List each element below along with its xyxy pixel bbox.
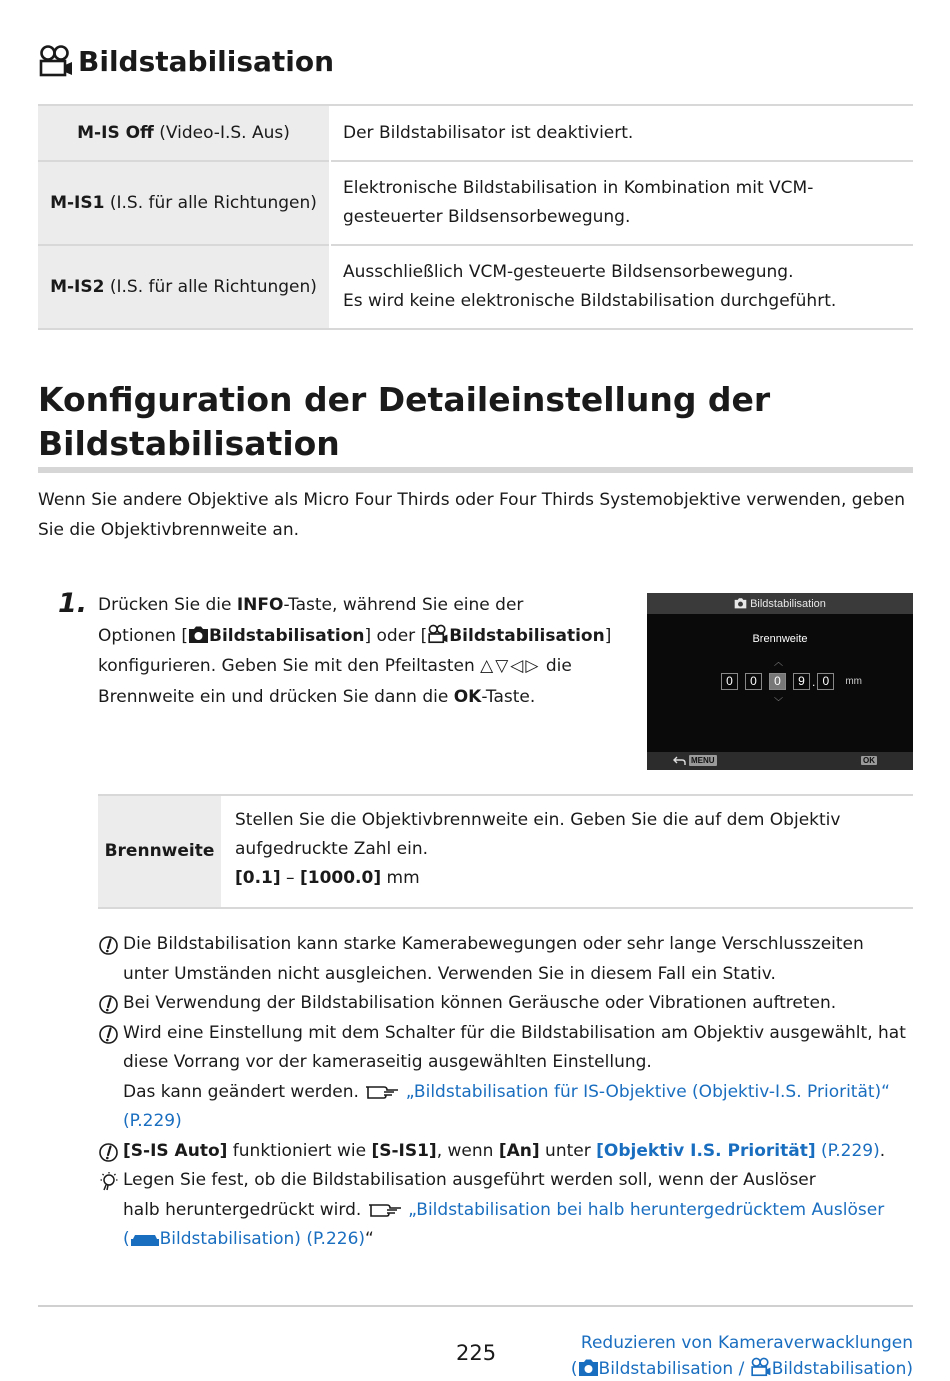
movie-camera-icon xyxy=(38,44,74,78)
table-row xyxy=(38,105,913,161)
footer-divider xyxy=(38,1305,913,1307)
digit[interactable]: 0 xyxy=(745,673,762,690)
focal-length-digits[interactable] xyxy=(721,673,862,690)
digit-selected[interactable]: 0 xyxy=(769,673,786,690)
movie-camera-icon xyxy=(750,1357,772,1377)
chevron-down-icon[interactable]: ﹀ xyxy=(774,697,784,707)
camera-screen xyxy=(647,593,913,770)
mode-key: M-IS1 (I.S. für alle Richtungen) xyxy=(38,161,330,245)
tip-note: Legen Sie fest, ob die Bildstabilisation ausgeführt werden soll, wenn der Auslöser halb heruntergedrückt wird. „Bildstabilisation bei halb heruntergedrücktem Auslöser ( Bildstabilisation) (P.226)“ xyxy=(98,1166,913,1255)
caution-note: Bei Verwendung der Bildstabilisation können Geräusche oder Vibrationen auftreten. xyxy=(98,989,913,1019)
back-button[interactable]: MENU xyxy=(673,755,717,766)
reference-hand-icon xyxy=(367,1202,403,1218)
section-title-text: Bildstabilisation xyxy=(78,44,335,78)
movie-camera-icon xyxy=(427,624,449,644)
caution-icon xyxy=(98,1024,119,1045)
heading-divider xyxy=(38,467,913,473)
caution-note: [S-IS Auto] funktioniert wie [S-IS1], wenn [An] unter [Objektiv I.S. Priorität] (P.229). xyxy=(98,1137,913,1167)
focal-length-label: Brennweite xyxy=(752,633,808,645)
digit[interactable]: 0 xyxy=(817,673,834,690)
reference-link[interactable]: [Objektiv I.S. Priorität] (P.229) xyxy=(596,1140,880,1161)
reference-link[interactable]: ( Bildstabilisation) (P.226) xyxy=(123,1229,366,1249)
footer-breadcrumb xyxy=(571,1330,913,1381)
page-title: Konfiguration der Detaileinstellung der Bildstabilisation xyxy=(38,380,771,463)
footer-link-chapter[interactable]: Reduzieren von Kameraverwacklungen xyxy=(580,1333,913,1353)
step-instructions: Drücken Sie die INFO-Taste, während Sie eine der Optionen [ Bildstabilisation] oder [ Bildstabilisation] konfigurieren. Geben Sie mit den Pfeiltasten △▽◁▷ die Brennweite ein und drücken Sie dann die OK-Taste. xyxy=(98,595,612,707)
mode-description: Ausschließlich VCM-gesteuerte Bildsensorbewegung. Es wird keine elektronische Bildstabilisation durchgeführt. xyxy=(330,245,913,329)
notes-list xyxy=(98,930,913,1255)
table-row xyxy=(98,795,913,908)
focal-length-key: Brennweite xyxy=(98,795,222,908)
ok-button[interactable]: OK xyxy=(863,756,875,765)
caution-note: Die Bildstabilisation kann starke Kamerabewegungen oder sehr lange Verschlusszeiten unter Umständen nicht ausgleichen. Verwenden Sie in diesem Fall ein Stativ. xyxy=(98,930,913,989)
footer-link-section[interactable]: ( Bildstabilisation / Bildstabilisation) xyxy=(570,1359,913,1379)
camera-screen-header: Bildstabilisation xyxy=(647,593,913,614)
mode-description: Elektronische Bildstabilisation in Kombination mit VCM- gesteuerter Bildsensorbewegung. xyxy=(330,161,913,245)
digit[interactable]: 9 xyxy=(793,673,810,690)
focal-length-table xyxy=(98,794,913,909)
table-row xyxy=(38,161,913,245)
reference-link[interactable]: „Bildstabilisation bei halb heruntergedrücktem Auslöser xyxy=(408,1199,885,1220)
reference-hand-icon xyxy=(364,1084,400,1100)
page-number: 225 xyxy=(456,1341,497,1365)
shutter-button-icon xyxy=(130,1233,160,1247)
tip-lightbulb-icon xyxy=(98,1171,119,1192)
arrow-keys-icon: △▽◁▷ xyxy=(480,656,541,676)
chevron-up-icon[interactable]: ︿ xyxy=(774,657,784,667)
section-title xyxy=(38,44,334,78)
camera-icon xyxy=(188,626,209,644)
mode-table xyxy=(38,104,913,330)
caution-icon xyxy=(98,1142,119,1163)
digit[interactable]: 0 xyxy=(721,673,738,690)
caution-note: Wird eine Einstellung mit dem Schalter für die Bildstabilisation am Objektiv ausgewählt, hat diese Vorrang vor der kameraseitig ausgewählten Einstellung. Das kann geändert werden. „Bildstabilisation für IS-Objektive (Objektiv-I.S. Priorität)“ (P.229) xyxy=(98,1019,913,1137)
camera-icon xyxy=(734,598,747,609)
unit-label: mm xyxy=(845,676,863,687)
mode-key: M-IS2 (I.S. für alle Richtungen) xyxy=(38,245,330,329)
camera-icon xyxy=(578,1359,599,1377)
back-arrow-icon xyxy=(673,756,686,766)
camera-screen-footer xyxy=(647,752,913,770)
caution-icon xyxy=(98,935,119,956)
step-number: 1. xyxy=(58,588,88,619)
decimal-point: . xyxy=(812,674,816,689)
intro-paragraph: Wenn Sie andere Objektive als Micro Four Thirds oder Four Thirds Systemobjektive verwenden, geben Sie die Objektivbrennweite an. xyxy=(38,490,906,540)
reference-link[interactable]: „Bildstabilisation für IS-Objektive (Objektiv-I.S. Priorität)“ (P.229) xyxy=(123,1081,890,1131)
mode-key: M-IS Off (Video-I.S. Aus) xyxy=(38,105,330,161)
focal-length-description: Stellen Sie die Objektivbrennweite ein. Geben Sie die auf dem Objektiv aufgedruckte Zahl ein. [0.1] – [1000.0] mm xyxy=(222,795,913,908)
table-row xyxy=(38,245,913,329)
mode-description: Der Bildstabilisator ist deaktiviert. xyxy=(330,105,913,161)
caution-icon xyxy=(98,994,119,1015)
